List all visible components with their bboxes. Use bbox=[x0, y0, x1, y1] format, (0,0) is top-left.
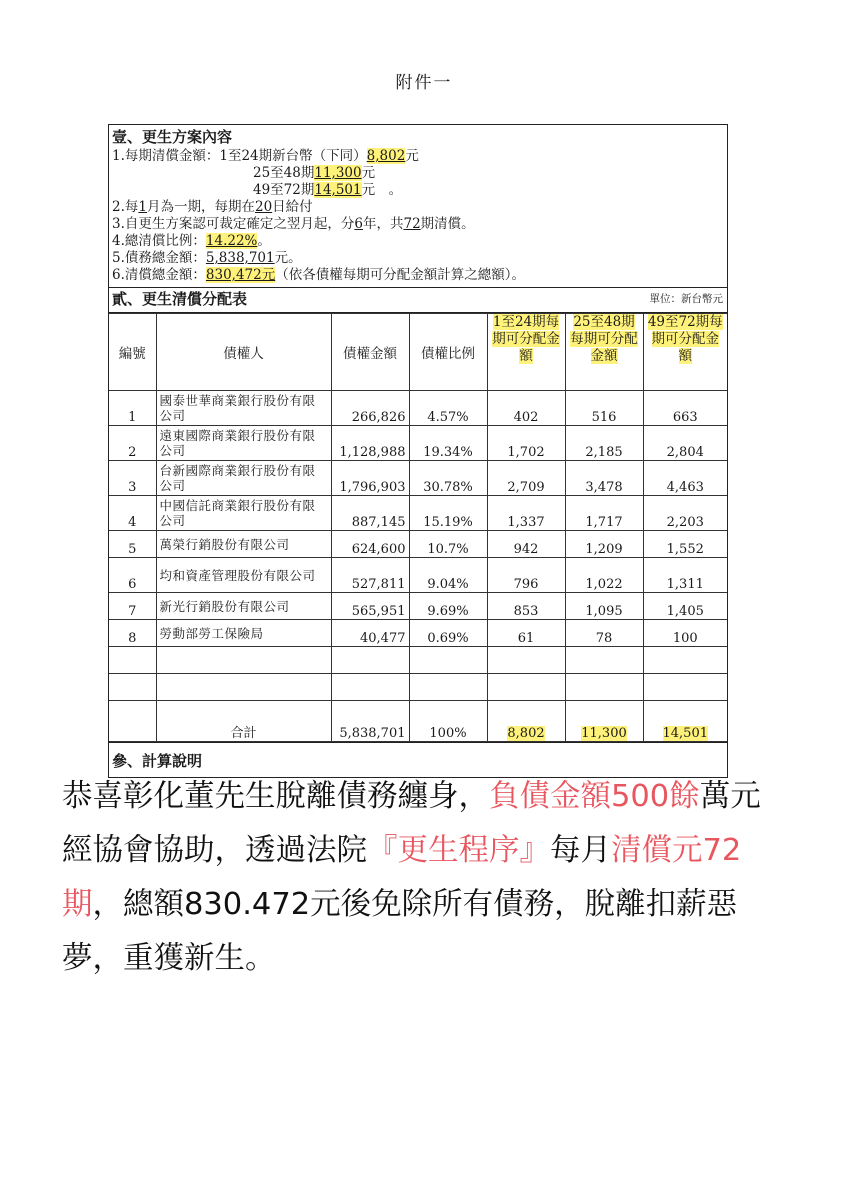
repayment-line-a: 6.清償總金額： bbox=[112, 267, 206, 283]
header-period-3 bbox=[643, 314, 727, 391]
total-amount: 5,838,701 bbox=[331, 701, 409, 742]
row-period-3: 2,804 bbox=[643, 426, 727, 461]
row-period-3: 4,463 bbox=[643, 461, 727, 496]
total-label: 合計 bbox=[156, 701, 331, 742]
row-creditor: 均和資產管理股份有限公司 bbox=[156, 558, 331, 593]
payment-day: 20 bbox=[254, 199, 273, 215]
period-line-c: 月為一期，每期在 bbox=[146, 199, 255, 215]
repayment-ratio-line bbox=[112, 233, 727, 250]
row-amount: 887,145 bbox=[331, 496, 409, 531]
row-period-2: 78 bbox=[565, 620, 643, 647]
row-period-2: 516 bbox=[565, 391, 643, 426]
row-period-1: 61 bbox=[487, 620, 565, 647]
header-period-2-text: 25至48期每期可分配金額 bbox=[570, 314, 638, 364]
payment-line-2 bbox=[112, 165, 727, 182]
row-period-2: 1,717 bbox=[565, 496, 643, 531]
row-period-1: 796 bbox=[487, 558, 565, 593]
table-row bbox=[109, 461, 727, 496]
row-period-2: 1,209 bbox=[565, 531, 643, 558]
duration-line bbox=[112, 216, 727, 233]
row-amount: 527,811 bbox=[331, 558, 409, 593]
row-ratio: 9.69% bbox=[409, 593, 487, 620]
restructuring-plan-document bbox=[108, 124, 728, 778]
total-period-1: 8,802 bbox=[507, 726, 545, 741]
period-line-a: 2.每 bbox=[112, 199, 139, 215]
period-months: 1 bbox=[138, 199, 147, 215]
total-row bbox=[109, 701, 727, 742]
section2-heading: 貳、更生清償分配表 bbox=[112, 290, 248, 308]
total-period-2-cell bbox=[565, 701, 643, 742]
row-ratio: 0.69% bbox=[409, 620, 487, 647]
table-row bbox=[109, 593, 727, 620]
total-repayment-line bbox=[112, 267, 727, 284]
empty-row bbox=[109, 674, 727, 701]
header-period-1 bbox=[487, 314, 565, 391]
duration-line-e: 期清償。 bbox=[420, 216, 475, 232]
row-no: 1 bbox=[109, 391, 156, 426]
row-period-1: 402 bbox=[487, 391, 565, 426]
duration-periods: 72 bbox=[403, 216, 421, 232]
caption-part-5: 每月 bbox=[550, 833, 611, 868]
row-ratio: 10.7% bbox=[409, 531, 487, 558]
row-period-3: 2,203 bbox=[643, 496, 727, 531]
debt-line-a: 5.債務總金額： bbox=[112, 250, 206, 266]
row-period-3: 100 bbox=[643, 620, 727, 647]
row-amount: 624,600 bbox=[331, 531, 409, 558]
row-no: 5 bbox=[109, 531, 156, 558]
row-ratio: 30.78% bbox=[409, 461, 487, 496]
row-period-2: 1,022 bbox=[565, 558, 643, 593]
row-creditor: 中國信託商業銀行股份有限公司 bbox=[156, 496, 331, 531]
payment-line-1-prefix: 1.每期清償金額：1至24期新台幣（下同） bbox=[112, 148, 367, 164]
row-period-1: 1,337 bbox=[487, 496, 565, 531]
repayment-line-c: （依各債權每期可分配金額計算之總額）。 bbox=[275, 267, 525, 283]
header-no: 編號 bbox=[109, 314, 156, 391]
row-period-3: 663 bbox=[643, 391, 727, 426]
row-amount: 1,128,988 bbox=[331, 426, 409, 461]
plan-content-section bbox=[109, 125, 727, 288]
row-ratio: 19.34% bbox=[409, 426, 487, 461]
row-ratio: 9.04% bbox=[409, 558, 487, 593]
header-creditor: 債權人 bbox=[156, 314, 331, 391]
row-no: 7 bbox=[109, 593, 156, 620]
row-no: 2 bbox=[109, 426, 156, 461]
header-period-2 bbox=[565, 314, 643, 391]
payment-amount-2: 11,300 bbox=[314, 165, 362, 181]
row-amount: 1,796,903 bbox=[331, 461, 409, 496]
period-line bbox=[112, 199, 727, 216]
total-repayment: 830,472元 bbox=[205, 267, 276, 283]
ratio-line-c: 。 bbox=[257, 233, 271, 249]
row-no: 8 bbox=[109, 620, 156, 647]
row-period-1: 2,709 bbox=[487, 461, 565, 496]
row-amount: 40,477 bbox=[331, 620, 409, 647]
caption-part-1: 恭喜彰化董先生脫離債務纏身， bbox=[62, 779, 489, 814]
payment-line-2-suffix: 元 bbox=[361, 165, 376, 181]
header-period-1-text: 1至24期每期可分配金額 bbox=[492, 314, 560, 364]
total-debt-line bbox=[112, 250, 727, 267]
total-period-1-cell bbox=[487, 701, 565, 742]
distribution-section-header bbox=[109, 288, 727, 313]
payment-amount-1: 8,802 bbox=[366, 148, 406, 164]
total-period-3: 14,501 bbox=[662, 726, 708, 741]
table-row bbox=[109, 426, 727, 461]
payment-line-1-suffix: 元 bbox=[405, 148, 419, 164]
caption-procedure: 『更生程序』 bbox=[367, 833, 550, 868]
distribution-table bbox=[109, 313, 727, 742]
row-period-1: 942 bbox=[487, 531, 565, 558]
total-period-2: 11,300 bbox=[581, 726, 627, 741]
duration-line-a: 3.自更生方案認可裁定確定之翌月起，分 bbox=[112, 216, 355, 232]
row-no: 3 bbox=[109, 461, 156, 496]
total-ratio: 100% bbox=[409, 701, 487, 742]
repayment-ratio: 14.22% bbox=[205, 233, 258, 249]
table-row bbox=[109, 531, 727, 558]
row-creditor: 遠東國際商業銀行股份有限公司 bbox=[156, 426, 331, 461]
row-period-2: 1,095 bbox=[565, 593, 643, 620]
row-amount: 565,951 bbox=[331, 593, 409, 620]
duration-line-c: 年，共 bbox=[362, 216, 404, 232]
ratio-line-a: 4.總清償比例： bbox=[112, 233, 206, 249]
caption-repayment: 清償元72期 bbox=[62, 833, 742, 922]
payment-line-1 bbox=[112, 148, 727, 165]
empty-row bbox=[109, 647, 727, 674]
attachment-title: 附件一 bbox=[395, 73, 453, 93]
total-debt: 5,838,701 bbox=[205, 250, 275, 266]
row-period-1: 1,702 bbox=[487, 426, 565, 461]
debt-line-c: 元。 bbox=[274, 250, 302, 266]
payment-line-3-suffix: 元 。 bbox=[361, 182, 403, 198]
congratulation-caption bbox=[62, 770, 782, 986]
caption-debt-amount: 負債金額500餘 bbox=[489, 779, 700, 814]
row-creditor: 萬榮行銷股份有限公司 bbox=[156, 531, 331, 558]
duration-years: 6 bbox=[354, 216, 363, 232]
period-line-e: 日給付 bbox=[272, 199, 313, 215]
row-no: 6 bbox=[109, 558, 156, 593]
header-period-3-text: 49至72期每期可分配金額 bbox=[647, 314, 723, 364]
row-amount: 266,826 bbox=[331, 391, 409, 426]
row-creditor: 新光行銷股份有限公司 bbox=[156, 593, 331, 620]
table-row bbox=[109, 496, 727, 531]
row-period-3: 1,405 bbox=[643, 593, 727, 620]
table-row bbox=[109, 391, 727, 426]
row-period-2: 2,185 bbox=[565, 426, 643, 461]
header-amount: 債權金額 bbox=[331, 314, 409, 391]
payment-line-3 bbox=[112, 182, 727, 199]
header-ratio: 債權比例 bbox=[409, 314, 487, 391]
row-ratio: 15.19% bbox=[409, 496, 487, 531]
row-period-1: 853 bbox=[487, 593, 565, 620]
total-period-3-cell bbox=[643, 701, 727, 742]
payment-line-3-prefix: 49至72期 bbox=[253, 182, 315, 198]
payment-amount-3: 14,501 bbox=[314, 182, 362, 198]
table-row bbox=[109, 620, 727, 647]
currency-unit: 單位：新台幣元 bbox=[649, 293, 723, 305]
table-row bbox=[109, 558, 727, 593]
payment-line-2-prefix: 25至48期 bbox=[253, 165, 315, 181]
row-creditor: 勞動部勞工保險局 bbox=[156, 620, 331, 647]
row-creditor: 國泰世華商業銀行股份有限公司 bbox=[156, 391, 331, 426]
row-ratio: 4.57% bbox=[409, 391, 487, 426]
section3-heading: 參、計算說明 bbox=[112, 752, 203, 770]
caption-part-7: ，總額830.472元後免除所有債務，脫離扣薪惡夢，重獲新生。 bbox=[62, 887, 738, 976]
caption-part-3: 萬元經協會協助，透過法院 bbox=[62, 779, 761, 868]
row-creditor: 台新國際商業銀行股份有限公司 bbox=[156, 461, 331, 496]
row-period-3: 1,311 bbox=[643, 558, 727, 593]
row-period-2: 3,478 bbox=[565, 461, 643, 496]
row-no: 4 bbox=[109, 496, 156, 531]
row-period-3: 1,552 bbox=[643, 531, 727, 558]
section1-heading: 壹、更生方案內容 bbox=[112, 128, 233, 146]
